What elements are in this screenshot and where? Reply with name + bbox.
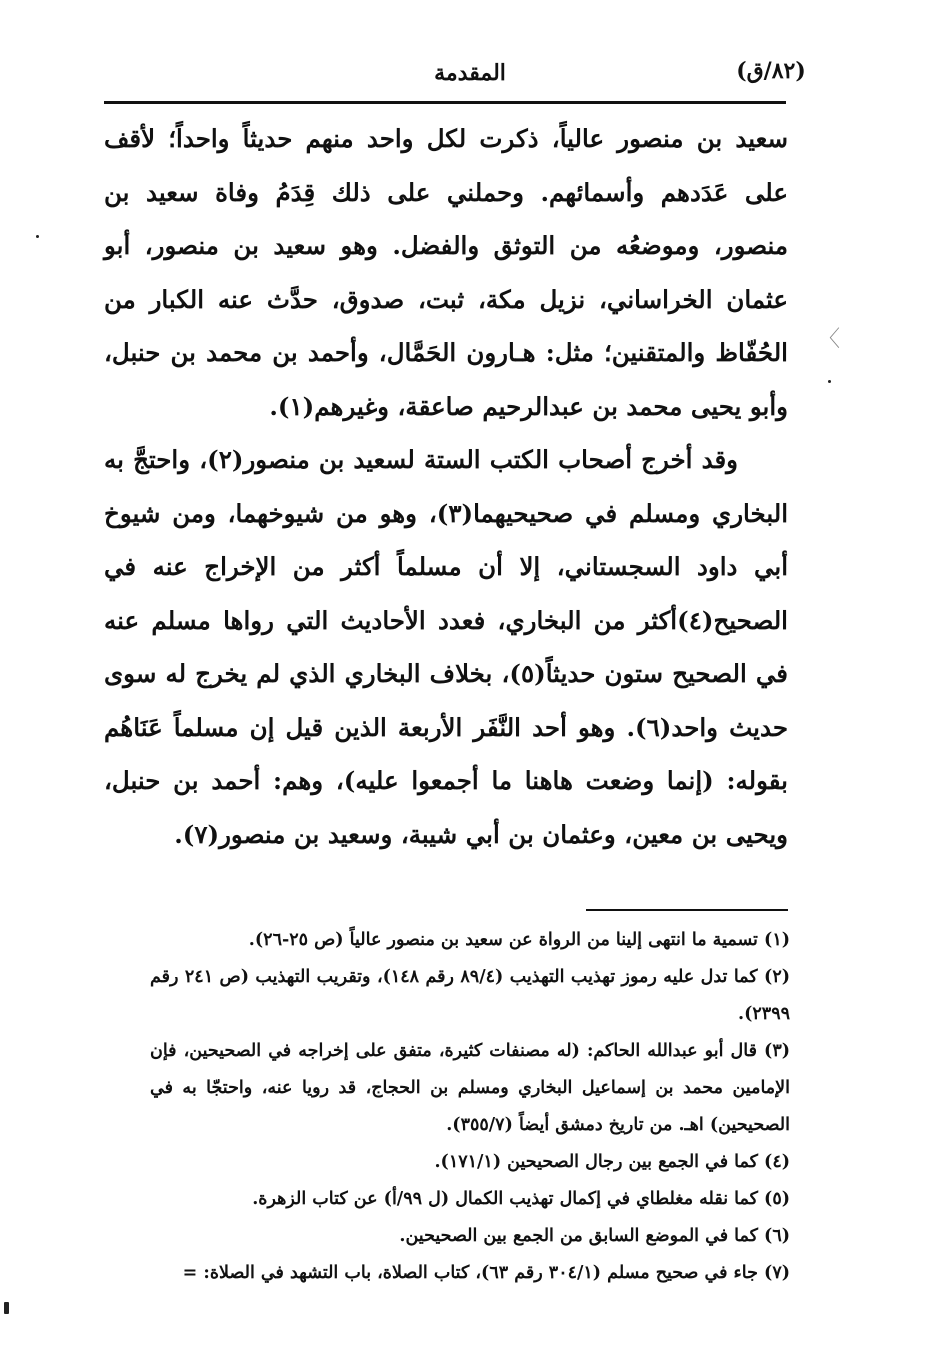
footnote-3: (٣) قال أبو عبدالله الحاكم: (له مصنفات كثيرة، متفق على إخراجه في الصحيحين، فإن الإمامين محمد بن إسماعيل البخاري ومسلم بن الحجاج، قد رويا عنه، واحتجّا به في الصحيحين) اهـ. من تاريخ دمشق أيضاً (٣٥٥/٧).	[150, 1041, 790, 1135]
margin-bracket-mark: 〈	[818, 327, 841, 352]
scan-speck	[36, 235, 39, 238]
footnote-5: (٥) كما نقله مغلطاي في إكمال تهذيب الكمال (ل ٩٩/أ) عن كتاب الزهرة.	[252, 1189, 790, 1209]
header-rule	[104, 101, 786, 104]
paragraph-1: سعيد بن منصور عالياً، ذكرت لكل واحد منهم حديثاً واحداً؛ لأقف على عَدَدهم وأسمائهم. وحملني على ذلك قِدَمُ وفاة سعيد بن منصور، وموضعُه من التوثق والفضل. وهو سعيد بن منصور، أبو عثمان الخراساني، نزيل مكة، ثبت، صدوق، حدَّث عنه الكبار من الحُفّاظ والمتقنين؛ مثل: هـارون الحَمَّال، وأحمد بن محمد بن حنبل، وأبو يحيى محمد بن عبدالرحيم صاعقة، وغيرهم(١).	[104, 124, 788, 421]
footnote-6: (٦) كما في الموضع السابق من الجمع بين الصحيحين.	[399, 1226, 790, 1246]
footnote-separator	[586, 909, 788, 911]
footnote-7: (٧) جاء في صحيح مسلم (٣٠٤/١ رقم ٦٣)، كتاب الصلاة، باب التشهد في الصلاة: =	[182, 1263, 790, 1283]
scan-speck	[828, 380, 831, 383]
footnote-4: (٤) كما في الجمع بين رجال الصحيحين (١٧١/١).	[434, 1152, 790, 1172]
page-reference: (٨٢/ق)	[736, 58, 806, 84]
main-text	[104, 112, 788, 861]
paragraph-2: وقد أخرج أصحاب الكتب الستة لسعيد بن منصور(٢)، واحتجَّ به البخاري ومسلم في صحيحيهما(٣)، وهو من شيوخهما، ومن شيوخ أبي داود السجستاني، إلا أن مسلماً أكثر من الإخراج عنه في الصحيح(٤)أكثر من البخاري، فعدد الأحاديث التي رواها مسلم عنه في الصحيح ستون حديثاً(٥)، بخلاف البخاري الذي لم يخرج له سوى حديث واحد(٦). وهو أحد النَّفَر الأربعة الذين قيل إن مسلماً عَنَاهُم بقوله: (إنما وضعت هاهنا ما أجمعوا عليه)، وهم: أحمد بن حنبل، ويحيى بن معين، وعثمان بن أبي شيبة، وسعيد بن منصور(٧).	[104, 445, 788, 849]
section-title: المقدمة	[434, 60, 506, 86]
footnote-1: (١) تسمية ما انتهى إلينا من الرواة عن سعيد بن منصور عالياً (ص ٢٥-٢٦).	[248, 930, 790, 950]
footnote-2: (٢) كما تدل عليه رموز تهذيب التهذيب (٨٩/٤ رقم ١٤٨)، وتقريب التهذيب (ص ٢٤١ رقم ٢٣٩٩).	[150, 967, 790, 1024]
footnotes	[150, 922, 790, 1292]
scan-speck	[4, 1302, 9, 1314]
